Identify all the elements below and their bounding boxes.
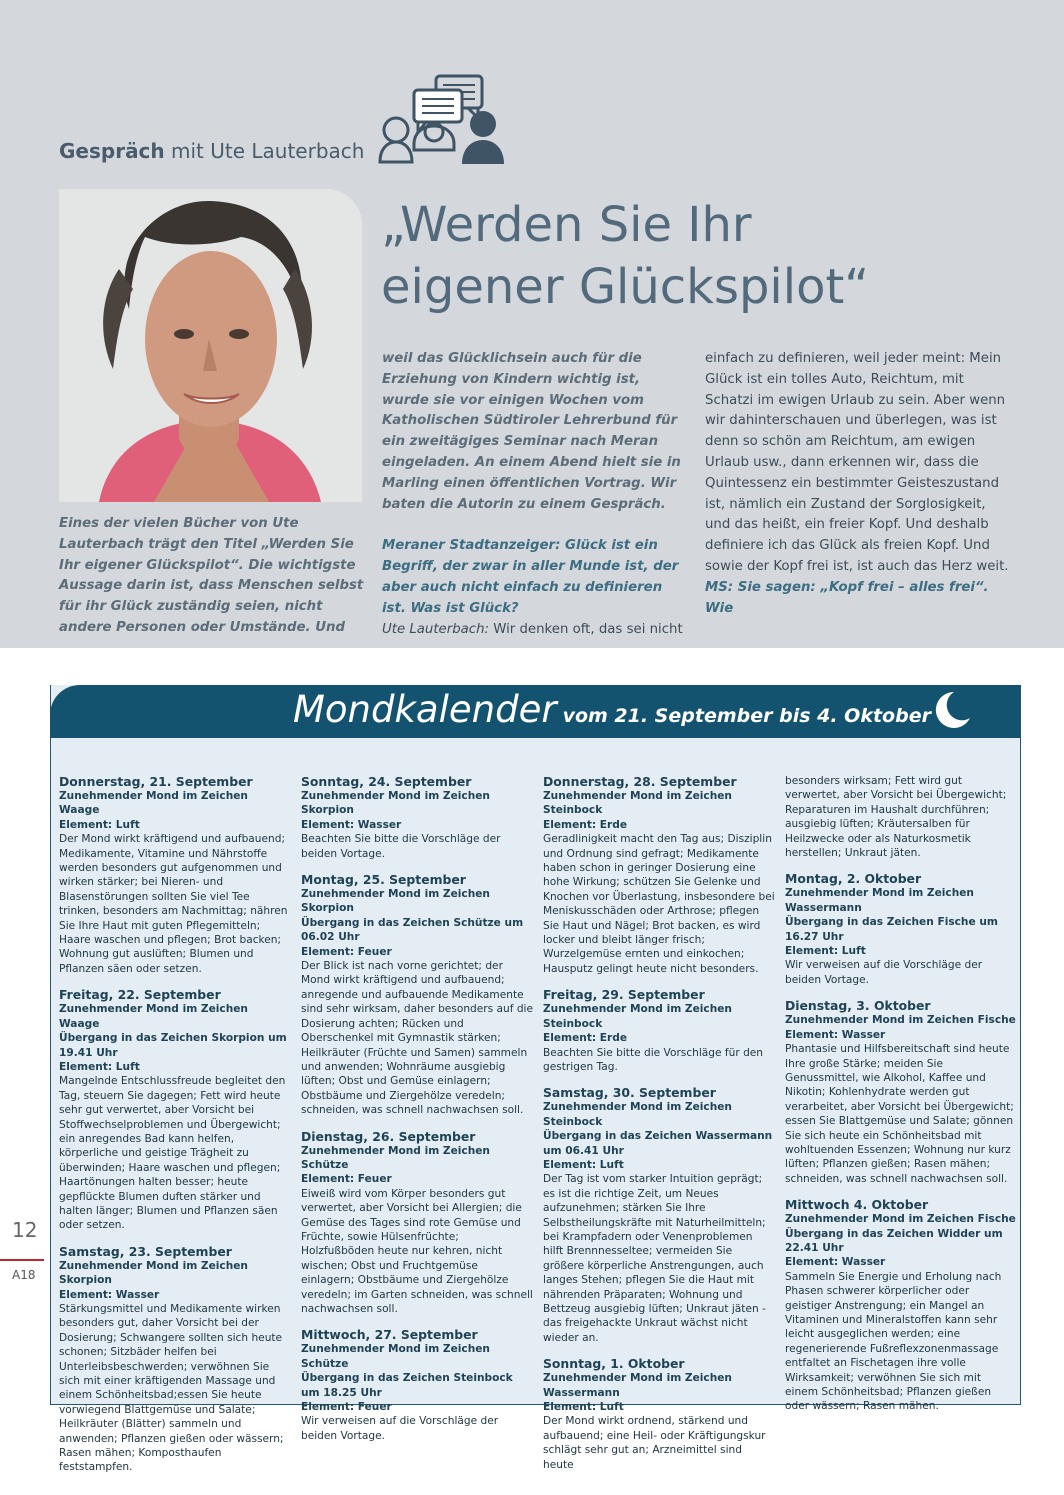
- calendar-day-heading: Mittwoch, 27. September: [301, 1327, 478, 1343]
- calendar-moon-info: Element: Luft: [59, 1060, 140, 1073]
- conversation-icon: [378, 72, 510, 164]
- calendar-moon-info: Zunehmender Mond im Zeichen Schütze: [301, 1144, 490, 1171]
- calendar-moon-info: Element: Wasser: [301, 818, 402, 831]
- calendar-entry: [785, 774, 1017, 860]
- calendar-entry: [785, 1197, 1017, 1414]
- portrait-photo: [59, 189, 362, 502]
- calendar-moon-info: Zunehmender Mond im Zeichen Fische: [785, 1213, 1016, 1226]
- calendar-day-heading: Freitag, 22. September: [59, 987, 221, 1003]
- page-number-divider: [0, 1259, 44, 1261]
- calendar-advice-text: Wir verweisen auf die Vorschläge der beiden Vortage.: [785, 959, 983, 986]
- article-column-1: [59, 514, 364, 639]
- calendar-moon-info: Zunehmender Mond im Zeichen Skorpion: [59, 1259, 248, 1287]
- calendar-column-1: [59, 774, 291, 1486]
- answer-text: Wir denken oft, das sei nicht: [489, 621, 683, 637]
- calendar-advice-text: Beachten Sie bitte die Vorschläge für den gestrigen Tag.: [543, 1046, 764, 1073]
- edition-code: A18: [12, 1268, 36, 1282]
- calendar-advice-text: Stärkungsmittel und Medikamente wirken besonders gut, daher Vorsicht bei der Dosierung; Schwangere sollten sich heute schonen; Sitzbäder helfen bei Unterleibsbeschwerden; verwöhnen Sie sich mit einer kräftigenden Massage und einem Schönheitsbad;essen Sie heute vorwiegend Blattgemüse und Salate; Heilkräuter (Blätter) sammeln und anwenden; Pflanzen gießen oder wässern; Rasen mähen; Komposthaufen feststampfen.: [59, 1303, 284, 1474]
- calendar-entry: [301, 774, 533, 861]
- calendar-advice-text: Beachten Sie bitte die Vorschläge der beiden Vortage.: [301, 833, 501, 860]
- calendar-moon-info: Zunehmender Mond im Zeichen Steinbock: [543, 790, 732, 817]
- calendar-entry: [301, 1327, 533, 1443]
- calendar-moon-info: Element: Luft: [785, 945, 866, 958]
- calendar-moon-info: Übergang in das Zeichen Wassermann um 06.41 Uhr: [543, 1130, 773, 1157]
- calendar-moon-info: Element: Luft: [543, 1158, 624, 1171]
- calendar-moon-info: Zunehmender Mond im Zeichen Wassermann: [785, 887, 974, 914]
- calendar-moon-info: Übergang in das Zeichen Schütze um 06.02 Uhr: [301, 916, 524, 944]
- headline-line-2: eigener Glückspilot“: [381, 259, 870, 315]
- calendar-day-heading: Mittwoch 4. Oktober: [785, 1197, 929, 1213]
- calendar-moon-info: Zunehmender Mond im Zeichen Wassermann: [543, 1372, 732, 1399]
- calendar-moon-info: Zunehmender Mond im Zeichen Steinbock: [543, 1101, 732, 1128]
- calendar-entry: [543, 774, 775, 976]
- calendar-day-heading: Freitag, 29. September: [543, 987, 705, 1003]
- calendar-moon-info: Element: Luft: [59, 818, 140, 831]
- portrait-illustration: [59, 189, 362, 502]
- article-kicker: [59, 139, 364, 163]
- calendar-moon-info: Zunehmender Mond im Zeichen Waage: [59, 1003, 248, 1030]
- calendar-advice-text: Wir verweisen auf die Vorschläge der beiden Vortage.: [301, 1415, 499, 1442]
- mondkalender-subtitle: vom 21. September bis 4. Oktober: [562, 705, 931, 727]
- calendar-day-heading: Sonntag, 24. September: [301, 774, 472, 789]
- intro-text-2: weil das Glücklichsein auch für die Erziehung von Kindern wichtig ist, wurde sie vor einigen Wochen vom Katholischen Südtiroler Lehrerbund für ein zweitägiges Seminar nach Meran eingeladen. An einem Abend hielt sie in Marling einen öffentlichen Vortrag. Wir baten die Autorin zu einem Gespräch.: [382, 351, 681, 512]
- calendar-day-heading: Donnerstag, 28. September: [543, 774, 737, 789]
- article-column-2: [382, 349, 687, 640]
- calendar-entry: [785, 998, 1017, 1186]
- headline-line-1: „Werden Sie Ihr: [381, 197, 752, 253]
- calendar-day-heading: Dienstag, 26. September: [301, 1128, 476, 1144]
- calendar-advice-text: Der Mond wirkt kräftigend und aufbauend; Medikamente, Vitamine und Nährstoffe werden besonders gut aufgenommen und wirken stärker; bei Nieren- und Blasenstörungen sollten Sie viel Tee trinken, besonders am Nachmittag; nähren Sie Ihre Haut mit guten Pflegemitteln; Haare waschen und pflegen; Brot backen; Wohnung gut auslüften; Blumen und Pflanzen säen oder setzen.: [59, 833, 288, 975]
- calendar-advice-text: Eiweiß wird vom Körper besonders gut verwertet, aber Vorsicht bei Allergien; die Gemüse des Tages sind rote Gemüse und Früchte, sowie Hülsenfrüchte; Holzfußböden heute nur kehren, nicht wischen; Obst und Fruchtgemüse einlagern; Obstbäume und Ziergehölze veredeln; im Garten schneiden, was schnell nachwachsen soll.: [301, 1187, 533, 1315]
- calendar-advice-text: Sammeln Sie Energie und Erholung nach Phasen schwerer körperlicher oder geistiger Anstrengung; ein Mangel an Vitaminen und Mineralstoffen kann sehr leicht ausgeglichen werden; eine regenerierende Fußreflexzonenmassage entfaltet an Fischetagen ihre volle Wirksamkeit; verwöhnen Sie sich mit einem Schönheitsbad; Pflanzen gießen oder wässern; Rasen mähen.: [785, 1270, 1002, 1413]
- calendar-moon-info: Element: Feuer: [301, 1401, 392, 1414]
- calendar-day-heading: Samstag, 30. September: [543, 1085, 716, 1101]
- calendar-entry: [59, 987, 291, 1233]
- calendar-moon-info: Zunehmender Mond im Zeichen Skorpion: [301, 888, 490, 915]
- calendar-day-heading: Samstag, 23. September: [59, 1243, 232, 1259]
- calendar-entry: [59, 1244, 291, 1475]
- calendar-entry: [59, 774, 291, 976]
- calendar-day-heading: Dienstag, 3. Oktober: [785, 998, 931, 1014]
- intro-text-1: Eines der vielen Bücher von Ute Lauterbach trägt den Titel „Werden Sie Ihr eigener Glückspilot“. Die wichtigste Aussage darin ist, dass Menschen selbst für ihr Glück zuständig seien, nicht andere Personen oder Umstände. Und: [59, 516, 364, 635]
- calendar-column-2: [301, 774, 533, 1454]
- calendar-advice-text: besonders wirksam; Fett wird gut verwertet, aber Vorsicht bei Übergewicht; Reparaturen im Haushalt durchführen; ausgiebig lüften; Kräutersalben für Heilzwecke oder als Naturkosmetik herstellen; Unkraut jäten.: [785, 775, 1007, 860]
- mondkalender-title-main: Mondkalender: [293, 688, 557, 731]
- calendar-moon-info: Element: Wasser: [59, 1288, 160, 1301]
- calendar-entry: [543, 1085, 775, 1345]
- calendar-moon-info: Element: Luft: [543, 1401, 624, 1414]
- calendar-advice-text: Der Blick ist nach vorne gerichtet; der Mond wirkt kräftigend und aufbauend; anregende und aufbauende Medikamente sind sehr wirksam, daher besonders auf die Dosierung achten; Rücken und Oberschenkel mit Gymnastik stärken; Heilkräuter (Früchte und Samen) sammeln und anwenden; Wohnräume ausgiebig lüften; Obst und Gemüse einlagern; Obstbäume und Ziergehölze veredeln; schneiden, was schnell nachwachsen soll.: [301, 960, 534, 1117]
- calendar-moon-info: Element: Wasser: [785, 1028, 886, 1041]
- calendar-entry: [785, 871, 1017, 987]
- calendar-column-3: [543, 774, 775, 1483]
- calendar-moon-info: Element: Erde: [543, 1032, 628, 1045]
- calendar-moon-info: Übergang in das Zeichen Widder um 22.41 Uhr: [785, 1227, 1003, 1254]
- calendar-entry: [301, 1129, 533, 1317]
- calendar-moon-info: Element: Feuer: [301, 1173, 392, 1186]
- calendar-advice-text: Der Tag ist vom starker Intuition geprägt; es ist die richtige Zeit, um Neues aufzunehmen; stärken Sie Ihre Selbstheilungskräfte mit Naturheilmitteln; bei Krampfadern oder Venenproblemen hilft Brennnesseltee; vermeiden Sie größere körperliche Anstrengungen, auch langes Stehen; pflegen Sie die Haut mit nährenden Präparaten; Wohnung und Bettzeug ausgiebig lüften; Unkraut jäten - das freigehackte Unkraut wächst nicht wieder an.: [543, 1173, 766, 1344]
- calendar-moon-info: Übergang in das Zeichen Fische um 16.27 Uhr: [785, 916, 998, 943]
- calendar-moon-info: Zunehmender Mond im Zeichen Skorpion: [301, 790, 490, 817]
- kicker-rest: mit Ute Lauterbach: [164, 139, 365, 163]
- calendar-moon-info: Element: Wasser: [785, 1256, 886, 1269]
- crescent-moon-icon: [930, 688, 972, 730]
- calendar-entry: [543, 987, 775, 1074]
- calendar-entry: [543, 1356, 775, 1472]
- calendar-day-heading: Sonntag, 1. Oktober: [543, 1356, 685, 1372]
- calendar-moon-info: Element: Erde: [543, 818, 628, 831]
- calendar-moon-info: Zunehmender Mond im Zeichen Steinbock: [543, 1003, 732, 1030]
- page-number: 12: [12, 1218, 38, 1242]
- calendar-advice-text: Der Mond wirkt ordnend, stärkend und aufbauend; eine Heil- oder Kräftigungskur schlägt sehr gut an; Arzneimittel sind heute: [543, 1415, 766, 1471]
- calendar-moon-info: Übergang in das Zeichen Steinbock um 18.25 Uhr: [301, 1372, 513, 1399]
- article-column-3: [705, 349, 1011, 619]
- calendar-advice-text: Phantasie und Hilfsbereitschaft sind heute Ihre große Stärke; meiden Sie Genussmittel, wie Alkohol, Kaffee und Nikotin; Kohlenhydrate werden gut verarbeitet, aber Vorsicht bei Übergewicht; essen Sie Blattgemüse und Salate; gönnen Sie sich heute ein Schönheitsbad mit wohltuenden Essenzen; Wohnung nur kurz lüften; Pflanzen gießen; Rasen mähen; schneiden, was schnell nachwachsen soll.: [785, 1043, 1014, 1185]
- calendar-moon-info: Zunehmender Mond im Zeichen Waage: [59, 790, 248, 817]
- calendar-entry: [301, 872, 533, 1118]
- interview-question: Meraner Stadtanzeiger: Glück ist ein Begriff, der zwar in aller Munde ist, der aber auch nicht einfach zu definieren ist. Was ist Glück?: [382, 538, 679, 616]
- answer-speaker: Ute Lauterbach:: [382, 621, 490, 637]
- kicker-bold: Gespräch: [59, 139, 165, 163]
- calendar-advice-text: Geradlinigkeit macht den Tag aus; Disziplin und Ordnung sind gefragt; Medikamente haben schon in geringer Dosierung eine hohe Wirkung; schützen Sie Gelenke und Knochen vor Überlastung, insbesondere bei Meniskusschäden oder Arthrose; pflegen Sie Haut und Nägel; Brot backen, es wird locker und bleibt länger frisch; Wurzelgemüse ernten und einkochen; Hausputz gelingt heute nicht besonders.: [543, 833, 775, 975]
- calendar-column-4: [785, 774, 1017, 1425]
- calendar-moon-info: Zunehmender Mond im Zeichen Fische: [785, 1014, 1016, 1027]
- mondkalender-title: [293, 688, 931, 731]
- answer-continuation: einfach zu definieren, weil jeder meint: Mein Glück ist ein tolles Auto, Reichtum, mit Schatzi im ewigen Urlaub zu sein. Aber wenn wir dahinterschauen und überlegen, was ist denn so schön am Reichtum, am ewigen Urlaub usw., dann erkennen wir, dass die Quintessenz ein bestimmter Geisteszustand ist, nämlich ein Zustand der Sorglosigkeit, und das heißt, ein freier Kopf. Und deshalb definiere ich das Glück als freien Kopf. Und sowie der Kopf frei ist, ist auch das Herz weit.: [705, 351, 1009, 574]
- calendar-advice-text: Mangelnde Entschlussfreude begleitet den Tag, steuern Sie dagegen; Fett wird heute sehr gut verwertet, aber Vorsicht bei Stoffwechselproblemen und Übergewicht; ein anregendes Bad kann helfen, körperliche und geistige Trägheit zu überwinden; Haare waschen und pflegen; Haartönungen halten besser; heute gepflückte Blumen duften stärker und halten länger; Blumen und Pflanzen säen oder setzen.: [59, 1075, 286, 1232]
- calendar-moon-info: Element: Feuer: [301, 945, 392, 958]
- calendar-day-heading: Donnerstag, 21. September: [59, 774, 253, 789]
- article-headline: [381, 194, 1041, 318]
- calendar-day-heading: Montag, 25. September: [301, 872, 466, 888]
- calendar-moon-info: Übergang in das Zeichen Skorpion um 19.41 Uhr: [59, 1032, 287, 1059]
- next-question: MS: Sie sagen: „Kopf frei – alles frei“. Wie: [705, 579, 989, 616]
- calendar-day-heading: Montag, 2. Oktober: [785, 871, 922, 887]
- calendar-moon-info: Zunehmender Mond im Zeichen Schütze: [301, 1343, 490, 1370]
